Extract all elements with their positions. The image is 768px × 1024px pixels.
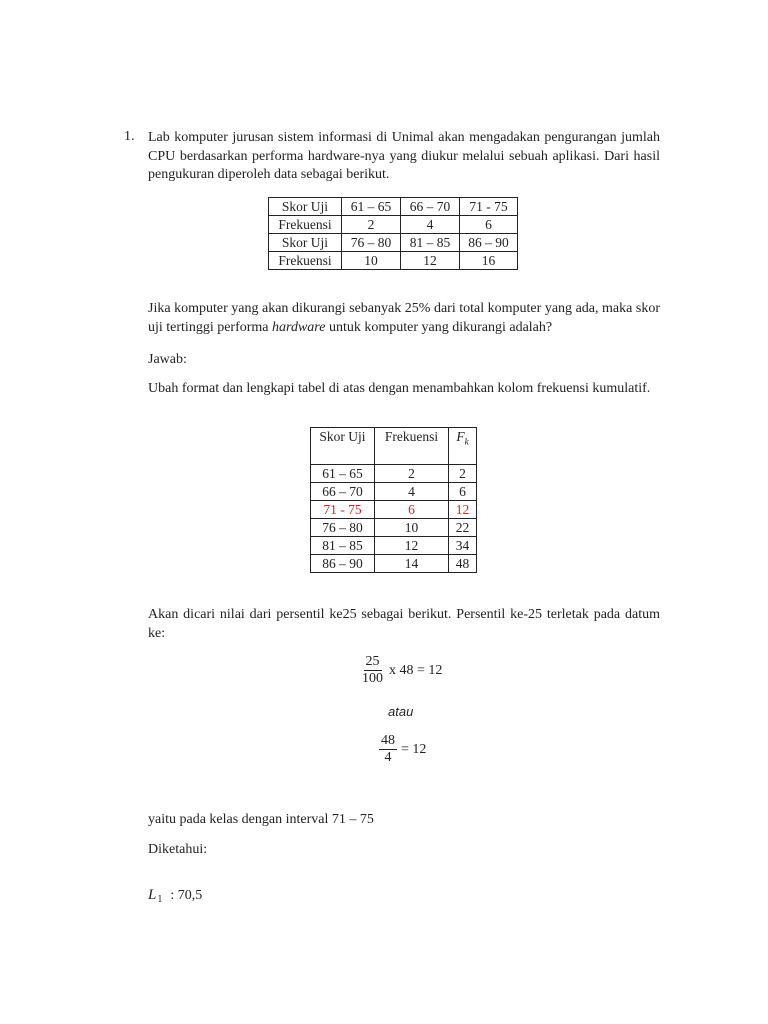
table-cell-skor: 61 – 65	[311, 465, 375, 483]
table-row	[269, 234, 518, 252]
question-intro: Lab komputer jurusan sistem informasi di Unimal akan mengadakan pengurangan jumlah CPU berdasarkan performa hardware-nya yang diukur melalui sebuah aplikasi. Dari hasil pengukuran diperoleh data sebagai berikut.	[148, 130, 660, 182]
table-cell: Skor Uji	[269, 234, 342, 252]
equation-rest: x 48 = 12	[389, 662, 443, 678]
table-cell: Frekuensi	[269, 252, 342, 270]
table-cell: 6	[460, 216, 518, 234]
table-row	[311, 555, 477, 573]
fraction	[360, 654, 385, 687]
fk-letter: F	[456, 429, 465, 444]
table-cell: Frekuensi	[269, 216, 342, 234]
table-row	[311, 483, 477, 501]
table-cell: 4	[401, 216, 460, 234]
interval-text: yaitu pada kelas dengan interval 71 – 75	[148, 812, 374, 827]
fraction-numerator: 25	[365, 654, 380, 669]
l1-value-line	[148, 887, 202, 904]
table-cell: 61 – 65	[342, 198, 401, 216]
answer-instruction: Ubah format dan lengkapi tabel di atas dengan menambahkan kolom frekuensi kumulatif.	[148, 381, 651, 396]
table-body	[311, 465, 477, 573]
fraction-denominator: 100	[362, 671, 383, 686]
table-cell: 66 – 70	[401, 198, 460, 216]
prompt-text: Jika komputer yang akan dikurangi sebanyak 25% dari total komputer yang ada, maka skor uji tertinggi performa	[148, 301, 660, 335]
table-cell-frek: 2	[375, 465, 449, 483]
table-cell-frek: 4	[375, 483, 449, 501]
cumulative-frequency-table	[310, 427, 477, 573]
header-skor-uji: Skor Uji	[311, 428, 375, 465]
table-cell-frek: 14	[375, 555, 449, 573]
table-row	[311, 465, 477, 483]
table-cell-fk: 12	[449, 501, 477, 519]
table-cell-fk: 34	[449, 537, 477, 555]
table-cell: 81 – 85	[401, 234, 460, 252]
table-cell: 71 - 75	[460, 198, 518, 216]
table-cell-skor: 66 – 70	[311, 483, 375, 501]
l1-symbol: L	[148, 887, 157, 903]
l1-subscript: 1	[157, 894, 163, 905]
fraction-denominator: 4	[384, 750, 392, 765]
equation-2	[379, 733, 426, 766]
table-cell-skor: 81 – 85	[311, 537, 375, 555]
table-cell-skor: 86 – 90	[311, 555, 375, 573]
table-cell: 12	[401, 252, 460, 270]
equation-rest: = 12	[401, 741, 427, 757]
table-cell-fk: 6	[449, 483, 477, 501]
percentile-text: Akan dicari nilai dari persentil ke25 sebagai berikut. Persentil ke-25 terletak pada datum ke:	[148, 607, 660, 641]
header-fk	[449, 428, 477, 465]
data-table	[268, 197, 518, 270]
fraction	[379, 733, 397, 766]
table-cell: 2	[342, 216, 401, 234]
or-word: atau	[388, 704, 414, 719]
known-label: Diketahui:	[148, 842, 208, 857]
table-row	[311, 519, 477, 537]
prompt-text-end: untuk komputer yang dikurangi adalah?	[325, 319, 553, 335]
fk-subscript: k	[464, 436, 469, 447]
table-cell: 16	[460, 252, 518, 270]
table-cell-fk: 2	[449, 465, 477, 483]
header-frekuensi: Frekuensi	[375, 428, 449, 465]
table-cell-skor: 76 – 80	[311, 519, 375, 537]
fraction-numerator: 48	[381, 733, 395, 748]
question-prompt	[148, 300, 660, 337]
question-number: 1.	[124, 129, 135, 144]
prompt-italic: hardware	[272, 319, 326, 335]
answer-label: Jawab:	[148, 352, 187, 367]
table-row	[269, 252, 518, 270]
table-row	[311, 501, 477, 519]
table-header-row	[311, 428, 477, 465]
table-row	[269, 198, 518, 216]
equation-1	[360, 654, 442, 687]
table-cell-fk: 22	[449, 519, 477, 537]
l1-value: : 70,5	[170, 888, 203, 903]
table-cell-frek: 6	[375, 501, 449, 519]
table-row	[269, 216, 518, 234]
table-cell: 76 – 80	[342, 234, 401, 252]
table-cell: 86 – 90	[460, 234, 518, 252]
table-cell-frek: 10	[375, 519, 449, 537]
table-row	[311, 537, 477, 555]
table-cell: Skor Uji	[269, 198, 342, 216]
table-cell-fk: 48	[449, 555, 477, 573]
table-cell-frek: 12	[375, 537, 449, 555]
table-cell: 10	[342, 252, 401, 270]
table-cell-skor: 71 - 75	[311, 501, 375, 519]
